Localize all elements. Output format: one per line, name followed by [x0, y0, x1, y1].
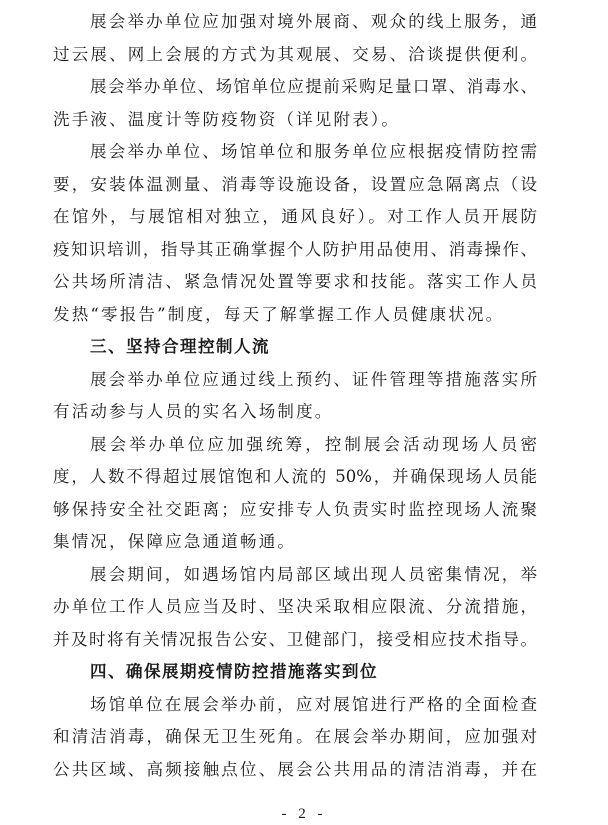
- paragraph-line: 洗手液、温度计等防疫物资（详见附表）。: [53, 109, 401, 129]
- paragraph-line: 公共区域、高频接触点位、展会公共用品的清洁消毒，并在: [53, 759, 537, 779]
- paragraph-line: 在馆外，与展馆相对独立，通风良好）。对工作人员开展防: [53, 207, 537, 226]
- page-number: - 2 -: [281, 806, 327, 822]
- paragraph-line: 集情况，保障应急通道畅通。: [53, 532, 297, 551]
- document-page: [53, 6, 540, 786]
- paragraph-line: 发热“零报告”制度，每天了解掌握工作人员健康状况。: [53, 304, 505, 324]
- paragraph-line: 展会举办单位应通过线上预约、证件管理等措施落实所: [90, 369, 537, 389]
- section-heading: 四、确保展期疫情防控措施落实到位: [90, 662, 378, 681]
- paragraph-line: 要，安装体温测量、消毒等设施设备，设置应急隔离点（设: [53, 174, 537, 194]
- paragraph-line: 和清洁消毒，确保无卫生死角。在展会举办期间，应加强对: [53, 727, 537, 746]
- paragraph-line: 并及时将有关情况报告公安、卫健部门，接受相应技术指导。: [53, 629, 537, 649]
- paragraph-line: 展会举办单位应加强统筹，控制展会活动现场人员密: [90, 434, 537, 454]
- paragraph-line: 公共场所清洁、紧急情况处置等要求和技能。落实工作人员: [53, 272, 537, 291]
- paragraph-line: 展会举办单位、场馆单位和服务单位应根据疫情防控需: [90, 142, 537, 161]
- paragraph-line: 展会举办单位应加强对境外展商、观众的线上服务，通: [90, 12, 537, 31]
- paragraph-line: 办单位工作人员应当及时、坚决采取相应限流、分流措施，: [53, 597, 537, 616]
- paragraph-line: 过云展、网上会展的方式为其观展、交易、洽谈提供便利。: [53, 44, 540, 64]
- paragraph-line: 够保持安全社交距离；应安排专人负责实时监控现场人流聚: [53, 499, 537, 519]
- paragraph-line: 展会举办单位、场馆单位应提前采购足量口罩、消毒水、: [90, 77, 537, 96]
- section-heading: 三、坚持合理控制人流: [90, 337, 270, 356]
- paragraph-line: 疫知识培训，指导其正确掌握个人防护用品使用、消毒操作、: [53, 239, 537, 259]
- paragraph-line: 展会期间，如遇场馆内局部区域出现人员密集情况，举: [90, 564, 537, 584]
- paragraph-line: 场馆单位在展会举办前，应对展馆进行严格的全面检查: [90, 694, 537, 714]
- paragraph-line: 有活动参与人员的实名入场制度。: [53, 402, 334, 421]
- paragraph-line: 度，人数不得超过展馆饱和人流的 50%，并确保现场人员能: [53, 467, 537, 486]
